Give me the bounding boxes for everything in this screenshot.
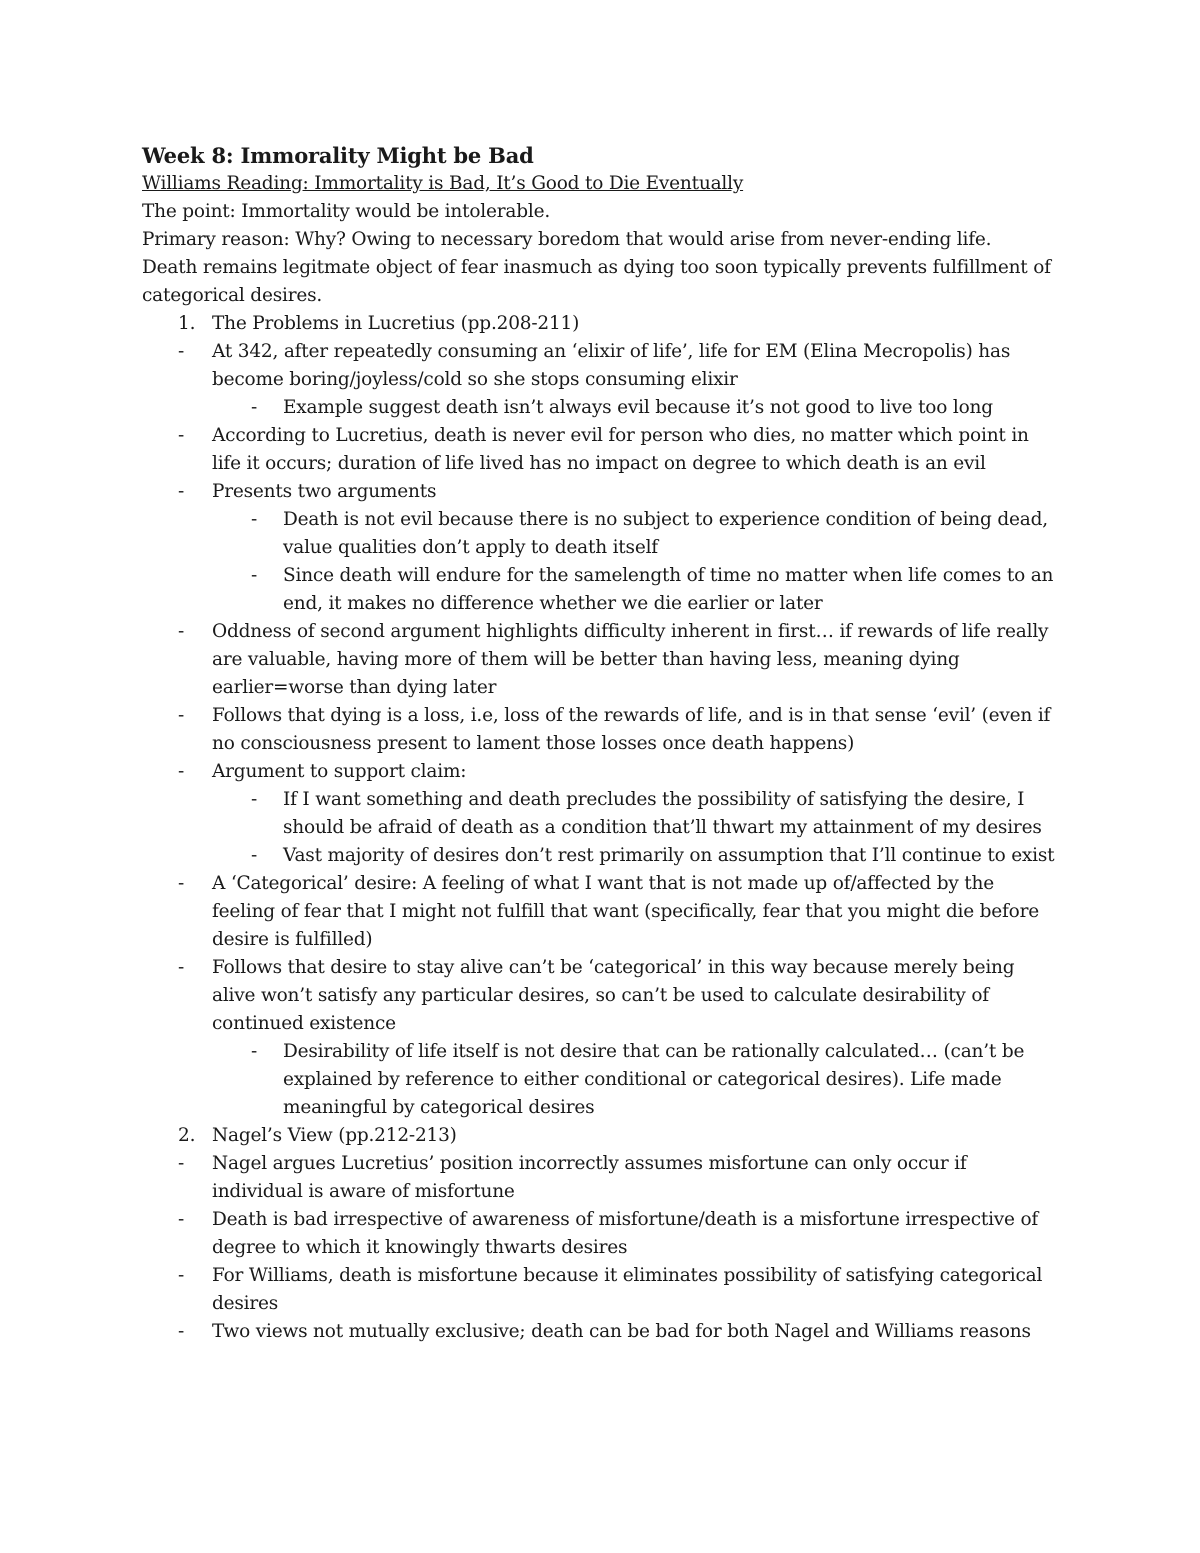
list-item — [142, 954, 1062, 1038]
sub-list-item — [142, 506, 1062, 562]
list-item-text: Since death will endure for the samelength of time no matter when life comes to an end, it makes no difference whether we die earlier or later — [283, 565, 1054, 614]
list-item — [142, 338, 1062, 394]
bullet-dash: - — [251, 789, 258, 810]
bullet-dash: - — [178, 341, 185, 362]
list-item — [142, 702, 1062, 758]
list-item — [142, 478, 1062, 506]
bullet-dash: - — [251, 397, 258, 418]
bullet-dash: - — [178, 957, 185, 978]
list-item — [142, 1206, 1062, 1262]
list-item-text: Oddness of second argument highlights difficulty inherent in first… if rewards of life really are valuable, having more of them will be better than having less, meaning dying earlier=worse than dying later — [212, 621, 1049, 698]
list-item-text: Vast majority of desires don’t rest primarily on assumption that I’ll continue to exist — [283, 845, 1055, 866]
bullet-dash: - — [251, 509, 258, 530]
list-item-text: Desirability of life itself is not desire that can be rationally calculated… (can’t be explained by reference to either conditional or categorical desires). Life made meaningful by categorical desires — [283, 1041, 1025, 1118]
bullet-dash: - — [178, 1265, 185, 1286]
document-content — [142, 142, 1062, 1346]
list-item — [142, 1262, 1062, 1318]
sub-list-item — [142, 562, 1062, 618]
bullet-dash: - — [251, 845, 258, 866]
section-heading-lucretius — [142, 310, 1062, 338]
intro-death-fear: Death remains legitmate object of fear inasmuch as dying too soon typically prevents fulfillment of categorical desires. — [142, 257, 1051, 306]
sub-list-item — [142, 394, 1062, 422]
list-item-text: Follows that desire to stay alive can’t be ‘categorical’ in this way because merely being alive won’t satisfy any particular desires, so can’t be used to calculate desirability of continued existence — [212, 957, 1015, 1034]
bullet-dash: - — [178, 1321, 185, 1342]
bullet-dash: - — [178, 1153, 185, 1174]
list-item-text: Death is not evil because there is no subject to experience condition of being dead, value qualities don’t apply to death itself — [283, 509, 1048, 558]
list-item-text: Death is bad irrespective of awareness of misfortune/death is a misfortune irrespective of degree to which it knowingly thwarts desires — [212, 1209, 1039, 1258]
sub-list-item — [142, 786, 1062, 842]
list-item-text: Presents two arguments — [212, 481, 437, 502]
list-item — [142, 1318, 1062, 1346]
list-item-text: According to Lucretius, death is never evil for person who dies, no matter which point in life it occurs; duration of life lived has no impact on degree to which death is an evil — [212, 425, 1029, 474]
list-item-text: Argument to support claim: — [212, 761, 467, 782]
list-item-text: Example suggest death isn’t always evil because it’s not good to live too long — [283, 397, 993, 418]
intro-primary-reason: Primary reason: Why? Owing to necessary boredom that would arise from never-ending life. — [142, 229, 992, 250]
reading-subtitle: Williams Reading: Immortality is Bad, It’s Good to Die Eventually — [142, 173, 744, 194]
list-number: 2. — [178, 1125, 196, 1146]
bullet-dash: - — [251, 565, 258, 586]
list-item — [142, 618, 1062, 702]
list-item — [142, 870, 1062, 954]
bullet-dash: - — [178, 481, 185, 502]
list-item — [142, 758, 1062, 786]
sub-list-item — [142, 842, 1062, 870]
bullet-dash: - — [178, 621, 185, 642]
section-heading-text: The Problems in Lucretius (pp.208-211) — [212, 313, 580, 334]
list-item-text: Nagel argues Lucretius’ position incorrectly assumes misfortune can only occur if individual is aware of misfortune — [212, 1153, 967, 1202]
list-item-text: At 342, after repeatedly consuming an ‘elixir of life’, life for EM (Elina Mecropolis) has become boring/joyless/cold so she stops consuming elixir — [212, 341, 1011, 390]
list-item — [142, 422, 1062, 478]
list-item-text: For Williams, death is misfortune because it eliminates possibility of satisfying categorical desires — [212, 1265, 1043, 1314]
list-item-text: A ‘Categorical’ desire: A feeling of what I want that is not made up of/affected by the feeling of fear that I might not fulfill that want (specifically, fear that you might die before desire is fulfilled) — [212, 873, 1039, 950]
list-item-text: Follows that dying is a loss, i.e, loss of the rewards of life, and is in that sense ‘evil’ (even if no consciousness present to lament those losses once death happens) — [212, 705, 1051, 754]
list-item-text: Two views not mutually exclusive; death can be bad for both Nagel and Williams reasons — [212, 1321, 1031, 1342]
section-heading-text: Nagel’s View (pp.212-213) — [212, 1125, 457, 1146]
bullet-dash: - — [178, 425, 185, 446]
intro-point: The point: Immortality would be intolerable. — [142, 201, 551, 222]
list-number: 1. — [178, 313, 196, 334]
section-heading-nagel — [142, 1122, 1062, 1150]
bullet-dash: - — [178, 873, 185, 894]
list-item-text: If I want something and death precludes the possibility of satisfying the desire, I should be afraid of death as a condition that’ll thwart my attainment of my desires — [283, 789, 1042, 838]
bullet-dash: - — [178, 705, 185, 726]
document-title: Week 8: Immorality Might be Bad — [142, 143, 534, 168]
bullet-dash: - — [178, 1209, 185, 1230]
list-item — [142, 1150, 1062, 1206]
bullet-dash: - — [251, 1041, 258, 1062]
sub-list-item — [142, 1038, 1062, 1122]
bullet-dash: - — [178, 761, 185, 782]
